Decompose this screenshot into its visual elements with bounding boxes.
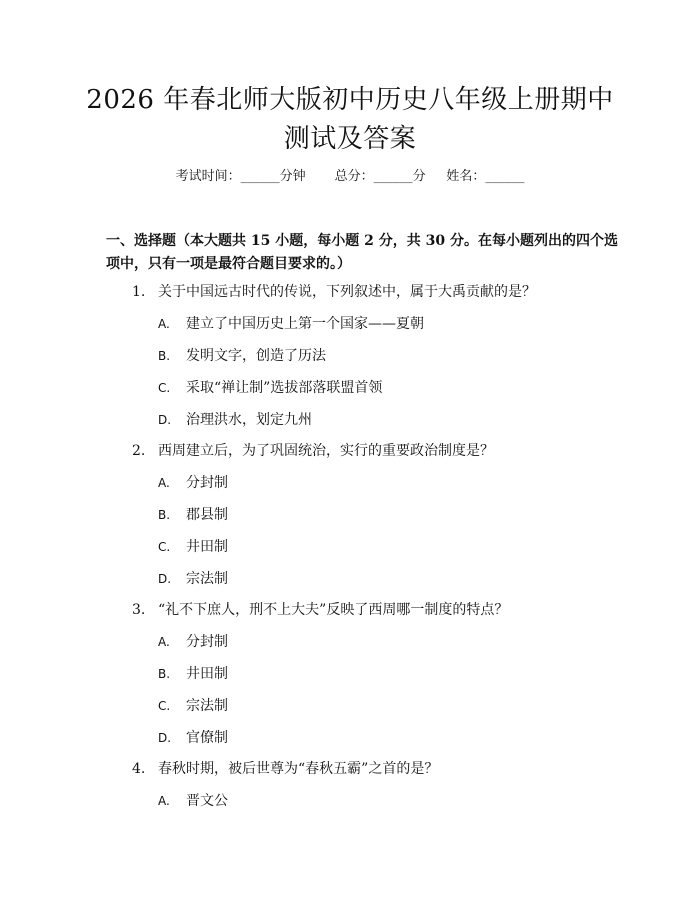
option-letter: D. [158, 413, 172, 427]
question-1 [132, 282, 536, 302]
question-number: 3. [132, 602, 146, 618]
option-text: 发明文字，创造了历法 [186, 348, 326, 364]
question-2-option-b [158, 505, 228, 525]
page-title-line1: 2026 年春北师大版初中历史八年级上册期中 [86, 85, 614, 115]
exam-meta [0, 168, 700, 186]
option-letter: D. [158, 572, 172, 586]
option-letter: A. [158, 476, 170, 490]
option-text: 治理洪水，划定九州 [186, 412, 312, 428]
student-name-field: 姓名：______ [446, 169, 525, 184]
option-letter: C. [158, 699, 171, 713]
option-text: 郡县制 [186, 507, 228, 523]
question-3-option-c [158, 696, 228, 716]
question-2-option-d [158, 569, 228, 589]
option-letter: A. [158, 635, 170, 649]
question-1-option-d [158, 410, 312, 430]
question-4-option-a [158, 791, 228, 811]
option-text: 宗法制 [186, 571, 228, 587]
question-1-option-c [158, 378, 382, 398]
option-letter: A. [158, 317, 170, 331]
option-text: 井田制 [186, 539, 228, 555]
question-text: “礼不下庶人，刑不上大夫”反映了西周哪一制度的特点？ [158, 602, 509, 618]
option-text: 官僚制 [186, 730, 228, 746]
option-letter: C. [158, 540, 171, 554]
option-text: 晋文公 [186, 793, 228, 809]
question-4 [132, 759, 438, 779]
option-letter: B. [158, 349, 171, 363]
option-text: 宗法制 [186, 698, 228, 714]
exam-time-field: 考试时间：______分钟 [175, 169, 306, 184]
option-letter: B. [158, 667, 171, 681]
option-text: 建立了中国历史上第一个国家——夏朝 [186, 316, 424, 332]
option-text: 分封制 [186, 634, 228, 650]
option-letter: C. [158, 381, 171, 395]
question-number: 1. [132, 284, 146, 300]
question-2-option-c [158, 537, 228, 557]
section-heading: 一、选择题（本大题共 15 小题，每小题 2 分，共 30 分。在每小题列出的四个选项中，只有一项是最符合题目要求的。） [106, 233, 618, 272]
question-text: 春秋时期，被后世尊为“春秋五霸”之首的是？ [158, 761, 439, 777]
option-letter: B. [158, 508, 171, 522]
question-2 [132, 441, 494, 461]
question-number: 2. [132, 443, 146, 459]
option-letter: D. [158, 731, 172, 745]
question-3-option-d [158, 728, 228, 748]
question-3-option-a [158, 632, 228, 652]
question-text: 关于中国远古时代的传说，下列叙述中，属于大禹贡献的是？ [158, 284, 536, 300]
question-2-option-a [158, 473, 228, 493]
option-text: 采取“禅让制”选拔部落联盟首领 [186, 380, 383, 396]
page-title-line2: 测试及答案 [283, 124, 417, 154]
total-score-field: 总分：______分 [334, 169, 426, 184]
question-text: 西周建立后，为了巩固统治，实行的重要政治制度是？ [158, 443, 494, 459]
question-3-option-b [158, 664, 228, 684]
question-number: 4. [132, 761, 146, 777]
question-1-option-a [158, 314, 424, 334]
option-letter: A. [158, 794, 170, 808]
question-3 [132, 600, 508, 620]
option-text: 井田制 [186, 666, 228, 682]
option-text: 分封制 [186, 475, 228, 491]
question-1-option-b [158, 346, 326, 366]
